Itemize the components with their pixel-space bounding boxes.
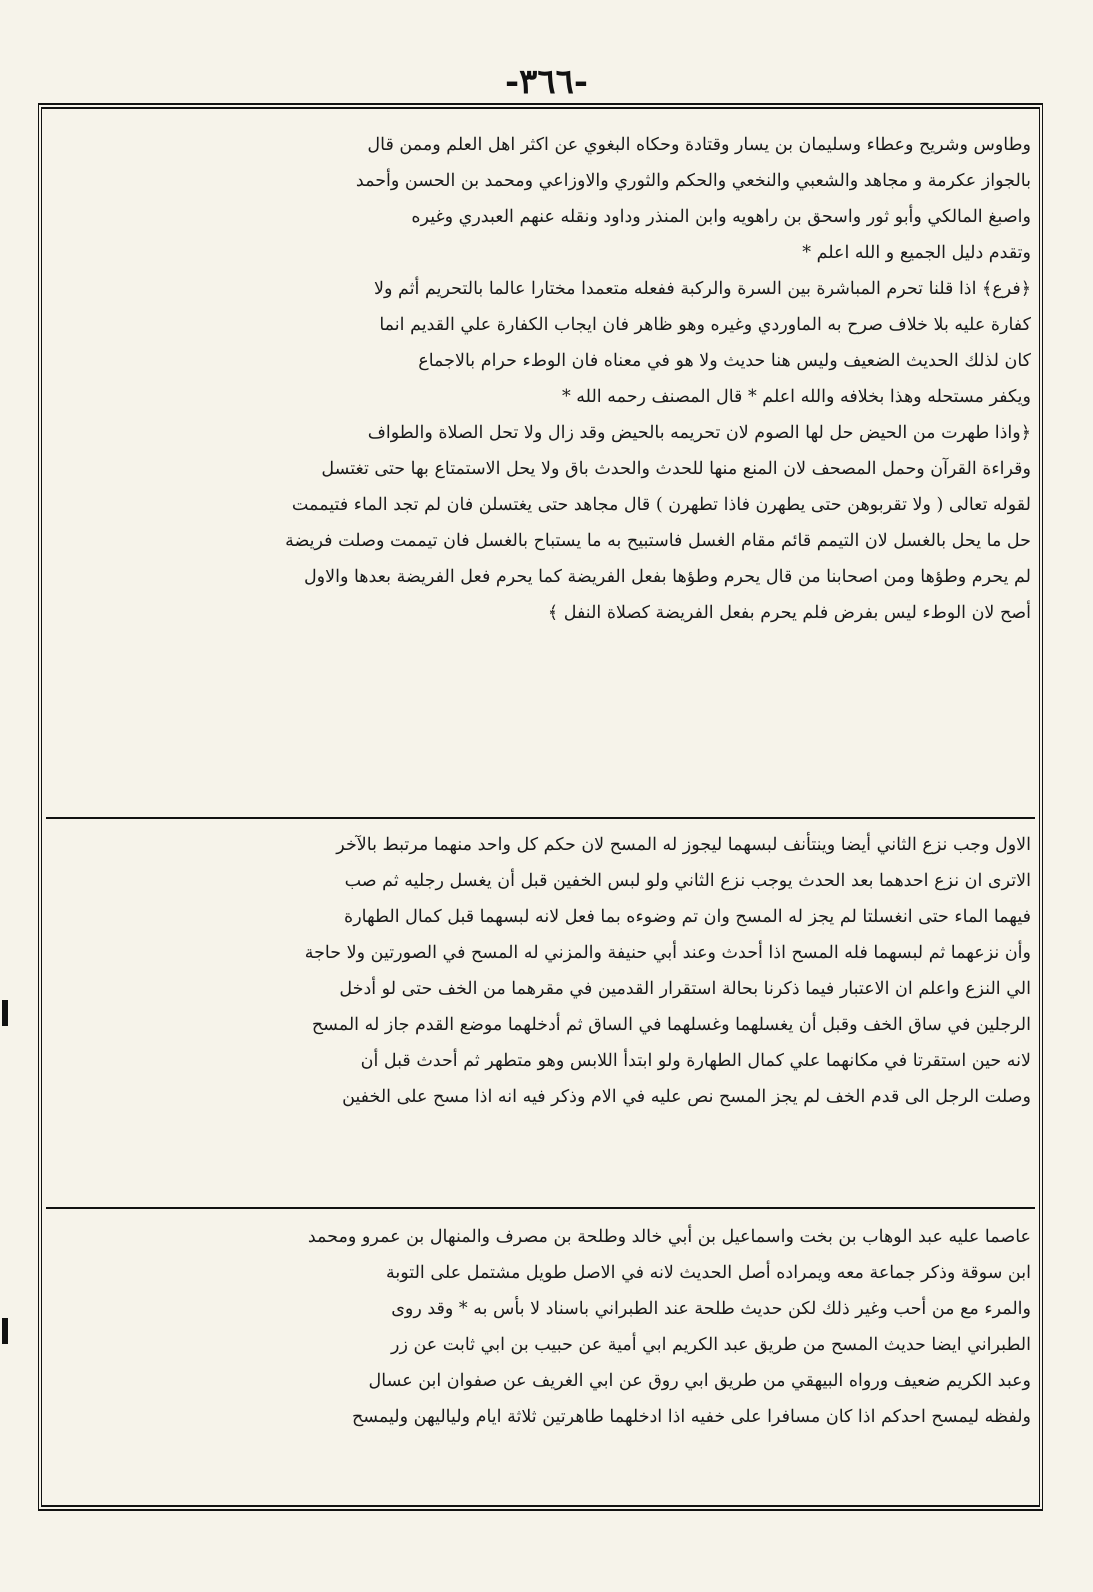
text-line: الرجلين في ساق الخف وقبل أن يغسلهما وغسلهما في الساق ثم أدخلهما موضع القدم جاز له المسح [311, 1015, 1031, 1035]
text-line: واصبغ المالكي وأبو ثور واسحق بن راهويه وابن المنذر وداود ونقله عنهم العبدري وغيره [411, 207, 1031, 227]
text-line: وطاوس وشريح وعطاء وسليمان بن يسار وقتادة وحكاه البغوي عن اكثر اهل العلم وممن قال [367, 135, 1031, 155]
text-line: الاترى ان نزع احدهما بعد الحدث يوجب نزع الثاني ولو لبس الخفين قبل أن يغسل رجليه ثم صب [344, 871, 1031, 891]
text-line: وصلت الرجل الى قدم الخف لم يجز المسح نص عليه في الام وذكر فيه انه اذا مسح على الخفين [342, 1087, 1031, 1107]
text-line: وعبد الكريم ضعيف ورواه البيهقي من طريق ابي روق عن ابي الغريف عن صفوان ابن عسال [368, 1371, 1031, 1391]
scan-artifact [2, 1318, 8, 1344]
text-line: والمرء مع من أحب وغير ذلك لكن حديث طلحة عند الطبراني باسناد لا بأس به * وقد روى [391, 1299, 1031, 1319]
text-line: فيهما الماء حتى انغسلتا لم يجز له المسح وان تم وضوءه بما فعل لانه لبسهما قبل كمال الطهارة [344, 907, 1031, 927]
text-line: كفارة عليه بلا خلاف صرح به الماوردي وغيره وهو ظاهر فان ايجاب الكفارة علي القديم انما [379, 315, 1031, 335]
text-line: ولفظه ليمسح احدكم اذا كان مسافرا على خفيه اذا ادخلهما طاهرتين ثلاثة ايام ولياليهن وليمسح [352, 1407, 1031, 1427]
text-line: عاصما عليه عبد الوهاب بن بخت واسماعيل بن أبي خالد وطلحة بن مصرف والمنهال بن عمرو ومحمد [307, 1227, 1031, 1247]
text-line: ويكفر مستحله وهذا بخلافه والله اعلم * قال المصنف رحمه الله * [561, 387, 1031, 407]
section-divider [46, 1207, 1035, 1209]
text-line: ﴿واذا طهرت من الحيض حل لها الصوم لان تحريمه بالحيض وقد زال ولا تحل الصلاة والطواف [367, 423, 1031, 443]
scan-artifact [2, 1000, 8, 1026]
text-line: حل ما يحل بالغسل لان التيمم قائم مقام الغسل فاستبيح به ما يستباح بالغسل فان تيممت وصلت فريضة [285, 531, 1031, 551]
footnote-section [50, 1219, 1031, 1509]
main-text-section [50, 127, 1031, 817]
text-line: الطبراني ايضا حديث المسح من طريق عبد الكريم ابي أمية عن حبيب بن ابي ثابت عن زر [391, 1335, 1031, 1355]
text-line: وقراءة القرآن وحمل المصحف لان المنع منها للحدث والحدث باق ولا يحل الاستمتاع بها حتى تغتسل [321, 459, 1031, 479]
text-line: لانه حين استقرتا في مكانهما علي كمال الطهارة ولو ابتدأ اللابس وهو متطهر ثم أحدث قبل أن [360, 1051, 1031, 1071]
text-line: أصح لان الوطء ليس بفرض فلم يحرم بفعل الفريضة كصلاة النفل ﴾ [547, 603, 1031, 623]
text-line: بالجواز عكرمة و مجاهد والشعبي والنخعي والحكم والثوري والاوزاعي ومحمد بن الحسن وأحمد [355, 171, 1031, 191]
page-number: -٣٦٦- [504, 62, 589, 102]
section-divider [46, 817, 1035, 819]
text-line: الي النزع واعلم ان الاعتبار فيما ذكرنا بحالة استقرار القدمين في مقرهما من الخف حتى لو أدخل [339, 979, 1031, 999]
text-line: ﴿فرع﴾ اذا قلنا تحرم المباشرة بين السرة والركبة ففعله متعمدا مختارا عالما بالتحريم أثم ولا [374, 279, 1031, 299]
commentary-section [50, 827, 1031, 1209]
text-line: لقوله تعالى ( ولا تقربوهن حتى يطهرن فاذا تطهرن ) قال مجاهد حتى يغتسلن فان لم تجد الماء فتيممت [291, 495, 1031, 515]
page-frame [38, 103, 1043, 1511]
text-line: لم يحرم وطؤها ومن اصحابنا من قال يحرم وطؤها بفعل الفريضة كما يحرم فعل الفريضة بعدها والاول [303, 567, 1031, 587]
text-line: وتقدم دليل الجميع و الله اعلم * [802, 243, 1031, 263]
text-line: الاول وجب نزع الثاني أيضا وينتأنف لبسهما ليجوز له المسح لان حكم كل واحد منهما مرتبط بالآخر [336, 835, 1031, 855]
text-line: ابن سوقة وذكر جماعة معه ويمراده أصل الحديث لانه في الاصل طويل مشتمل على التوبة [386, 1263, 1031, 1283]
text-line: كان لذلك الحديث الضعيف وليس هنا حديث ولا هو في معناه فان الوطء حرام بالاجماع [418, 351, 1031, 371]
text-line: وأن نزعهما ثم لبسهما فله المسح اذا أحدث وعند أبي حنيفة والمزني له المسح في الصورتين ولا حاجة [304, 943, 1031, 963]
